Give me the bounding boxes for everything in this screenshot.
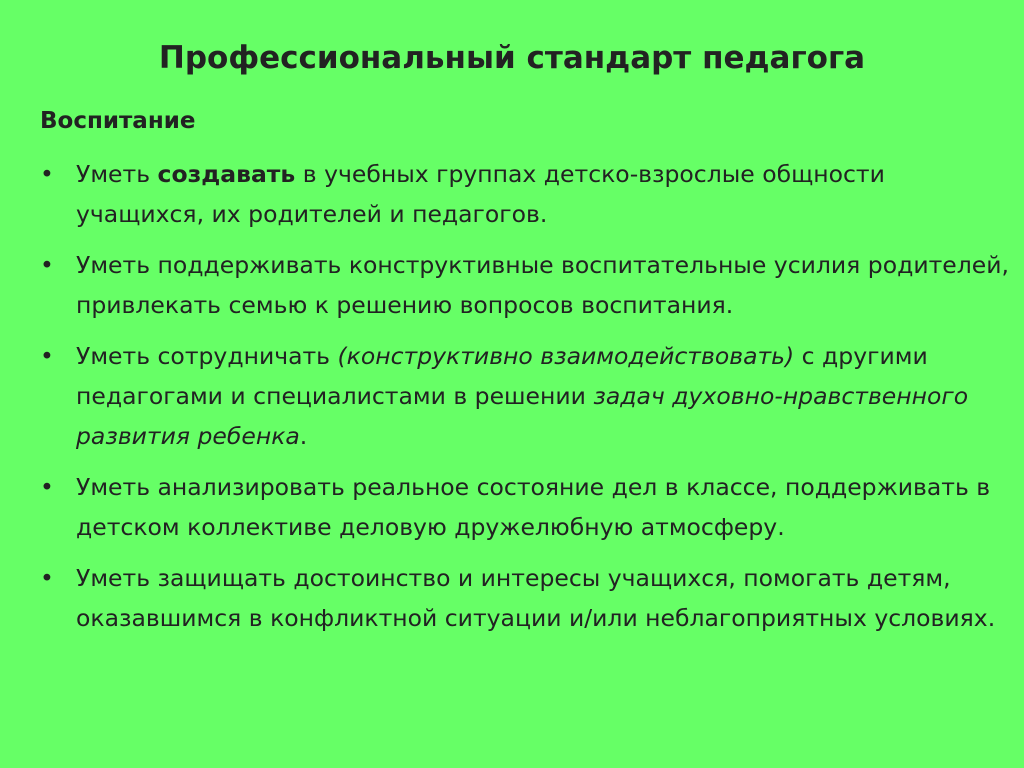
bullet-3-italic-parenthetical: (конструктивно взаимодействовать) [337, 342, 795, 370]
slide-title: Профессиональный стандарт педагога [158, 40, 866, 76]
bullet-1-text-end: в учебных группах детско-взрослые общности учащихся, их родителей и педагогов. [76, 160, 885, 228]
bullet-2-text: Уметь поддерживать конструктивные воспитательные усилия родителей, привлекать семью к решению вопросов воспитания. [76, 251, 1009, 319]
bullet-3-italic-tasks: задач духовно-нравственного развития ребенка [76, 382, 969, 450]
bullet-item-3 [40, 336, 1010, 456]
bullet-icon: • [40, 160, 54, 188]
bullet-list [40, 154, 1010, 649]
bullet-1-text-start: Уметь [76, 160, 158, 188]
bullet-item-1 [40, 154, 1010, 234]
bullet-3-text-start: Уметь сотрудничать [76, 342, 338, 370]
bullet-item-5 [40, 558, 1010, 638]
bullet-5-text: Уметь защищать достоинство и интересы учащихся, помогать детям, оказавшимся в конфликтной ситуации и/или неблагоприятных условиях. [76, 564, 996, 632]
bullet-item-4 [40, 467, 1010, 547]
bullet-1-emphasis: создавать [157, 160, 296, 188]
bullet-icon: • [40, 342, 54, 370]
bullet-4-text: Уметь анализировать реальное состояние дел в классе, поддерживать в детском коллективе деловую дружелюбную атмосферу. [76, 473, 991, 541]
bullet-icon: • [40, 473, 54, 501]
bullet-item-2 [40, 245, 1010, 325]
bullet-icon: • [40, 564, 54, 592]
bullet-icon: • [40, 251, 54, 279]
section-heading: Воспитание [40, 108, 196, 134]
bullet-3-text-end: . [299, 422, 308, 450]
bullet-3-text-middle: с другими педагогами и специалистами в решении [76, 342, 928, 410]
